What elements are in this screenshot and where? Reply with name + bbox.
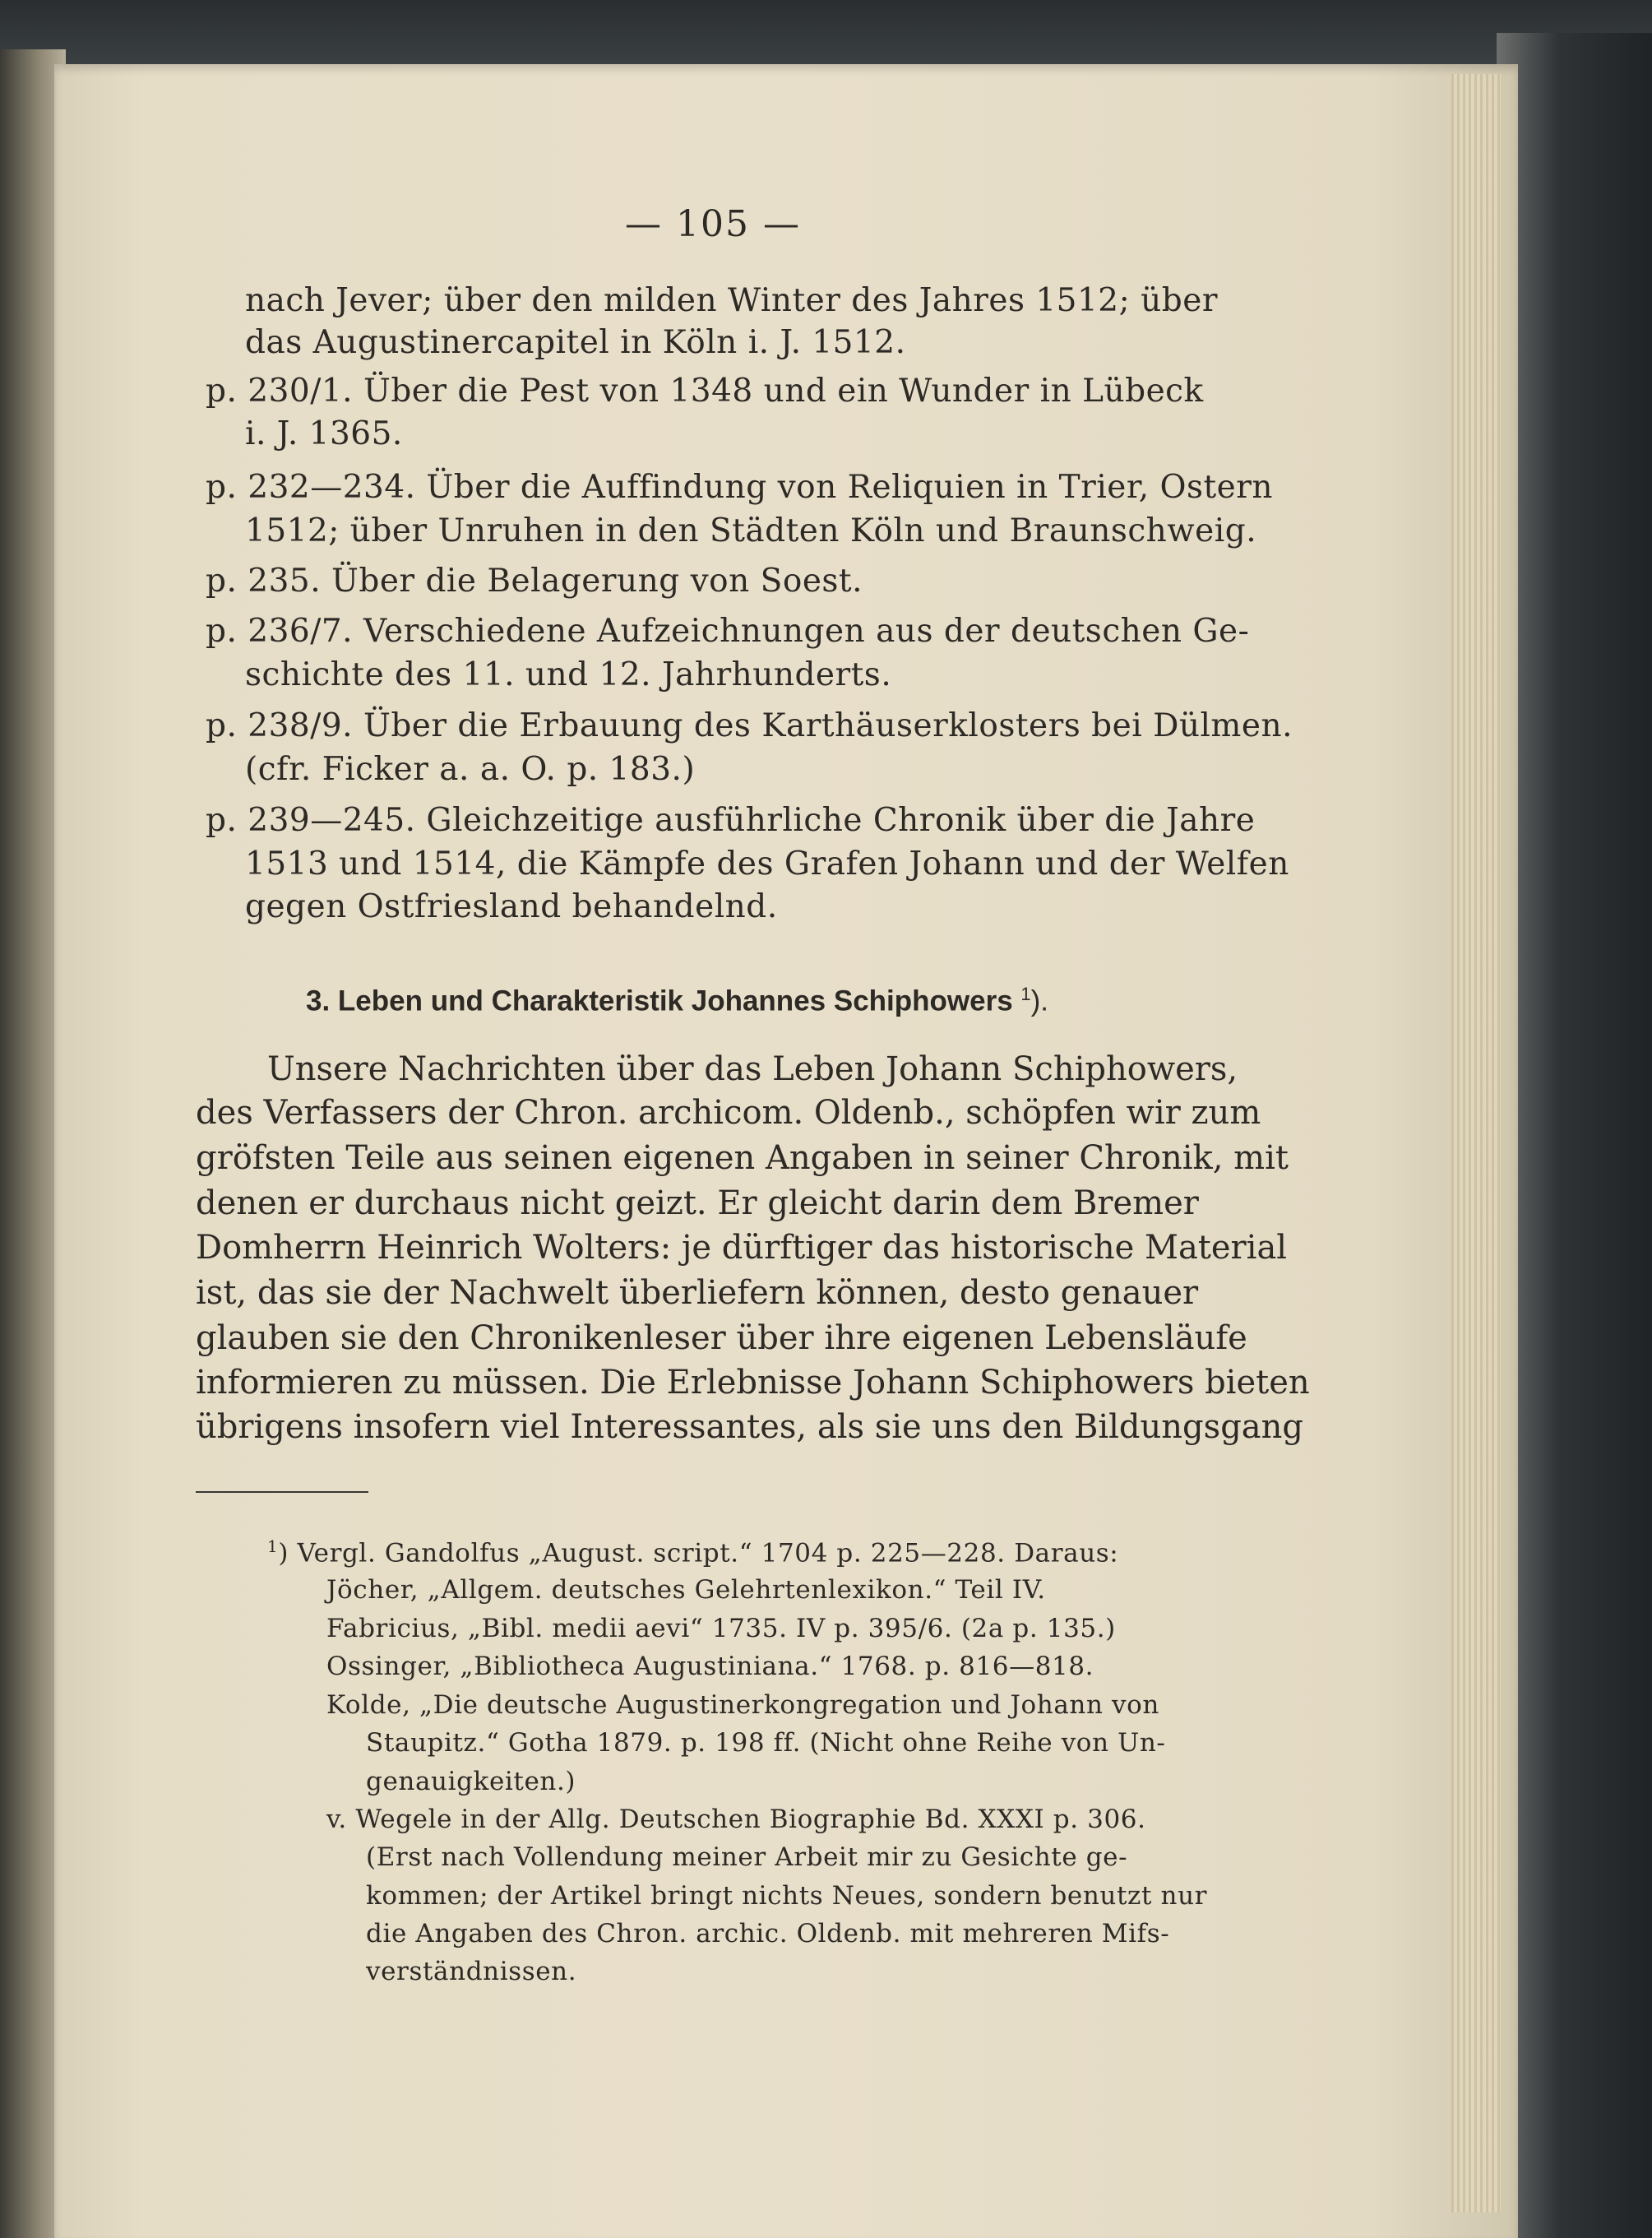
footnote-line: kommen; der Artikel bringt nichts Neues, sondern benutzt nur <box>366 1881 1208 1911</box>
paragraph-line: glauben sie den Chronikenleser über ihre eigenen Lebensläufe <box>196 1319 1247 1357</box>
footnote-line: Ossinger, „Bibliotheca Augustiniana.“ 1768. p. 816—818. <box>326 1652 1094 1681</box>
entry-line: p. 239—245. Gleichzeitige ausführliche Chronik über die Jahre <box>206 802 1256 839</box>
footnote-line: verständnissen. <box>366 1957 577 1986</box>
footnote-marker: 1 <box>267 1536 279 1556</box>
page-fore-edge <box>1451 74 1501 2213</box>
entry-line: 1513 und 1514, die Kämpfe des Grafen Johann und der Welfen <box>245 846 1289 883</box>
entry-line: gegen Ostfriesland behandelnd. <box>245 888 778 925</box>
footnote-line: (Erst nach Vollendung meiner Arbeit mir zu Gesichte ge- <box>366 1842 1128 1872</box>
footnote-line: genauigkeiten.) <box>366 1767 576 1796</box>
footnote-line: Fabricius, „Bibl. medii aevi“ 1735. IV p. 395/6. (2a p. 135.) <box>326 1614 1116 1643</box>
section-heading: 3. Leben und Charakteristik Johannes Schiphowers $^1$). <box>306 984 1049 1017</box>
scan-background-right <box>1497 33 1652 2238</box>
paragraph-line: denen er durchaus nicht geizt. Er gleicht darin dem Bremer <box>196 1184 1199 1222</box>
paragraph-line: Unsere Nachrichten über das Leben Johann Schiphowers, <box>267 1050 1238 1088</box>
paragraph-line: Domherrn Heinrich Wolters: je dürftiger das historische Material <box>196 1229 1288 1267</box>
entry-line: (cfr. Ficker a. a. O. p. 183.) <box>245 751 696 788</box>
footnote-line: v. Wegele in der Allg. Deutschen Biographie Bd. XXXI p. 306. <box>326 1805 1146 1834</box>
entry-line: schichte des 11. und 12. Jahrhunderts. <box>245 656 892 693</box>
entry-line: p. 230/1. Über die Pest von 1348 und ein Wunder in Lübeck <box>206 373 1204 410</box>
paragraph-line: übrigens insofern viel Interessantes, als sie uns den Bildungsgang <box>196 1408 1304 1446</box>
footnote-line: Staupitz.“ Gotha 1879. p. 198 ff. (Nicht ohne Reihe von Un- <box>366 1728 1166 1758</box>
footnote-line: Jöcher, „Allgem. deutsches Gelehrtenlexikon.“ Teil IV. <box>326 1575 1046 1605</box>
entry-line: p. 232—234. Über die Auffindung von Reliquien in Trier, Ostern <box>206 469 1274 506</box>
scan-background-top <box>0 0 1652 66</box>
entry-line: i. J. 1365. <box>245 415 403 452</box>
entry-line: das Augustinercapitel in Köln i. J. 1512. <box>245 324 906 361</box>
footnote-line: Kolde, „Die deutsche Augustinerkongregation und Johann von <box>326 1690 1159 1720</box>
paragraph-line: ist, das sie der Nachwelt überliefern können, desto genauer <box>196 1274 1199 1312</box>
entry-line: p. 235. Über die Belagerung von Soest. <box>206 563 863 600</box>
page-number: — 105 — <box>625 203 801 245</box>
footnote-line: $^1$) Vergl. Gandolfus „August. script.“ 1704 p. 225—228. Daraus: <box>267 1536 1119 1568</box>
footnote-rule <box>196 1491 368 1493</box>
entry-line: p. 236/7. Verschiedene Aufzeichnungen aus der deutschen Ge- <box>206 613 1250 650</box>
footnote-ref: 1 <box>1020 984 1031 1004</box>
footnote-line: die Angaben des Chron. archic. Oldenb. mit mehreren Mifs- <box>366 1919 1170 1948</box>
paragraph-line: gröfsten Teile aus seinen eigenen Angaben in seiner Chronik, mit <box>196 1139 1289 1177</box>
entry-line: nach Jever; über den milden Winter des Jahres 1512; über <box>245 282 1218 319</box>
entry-line: p. 238/9. Über die Erbauung des Karthäuserklosters bei Dülmen. <box>206 707 1293 744</box>
paragraph-line: des Verfassers der Chron. archicom. Oldenb., schöpfen wir zum <box>196 1094 1261 1132</box>
paragraph-line: informieren zu müssen. Die Erlebnisse Johann Schiphowers bieten <box>196 1364 1310 1402</box>
entry-line: 1512; über Unruhen in den Städten Köln und Braunschweig. <box>245 512 1257 549</box>
